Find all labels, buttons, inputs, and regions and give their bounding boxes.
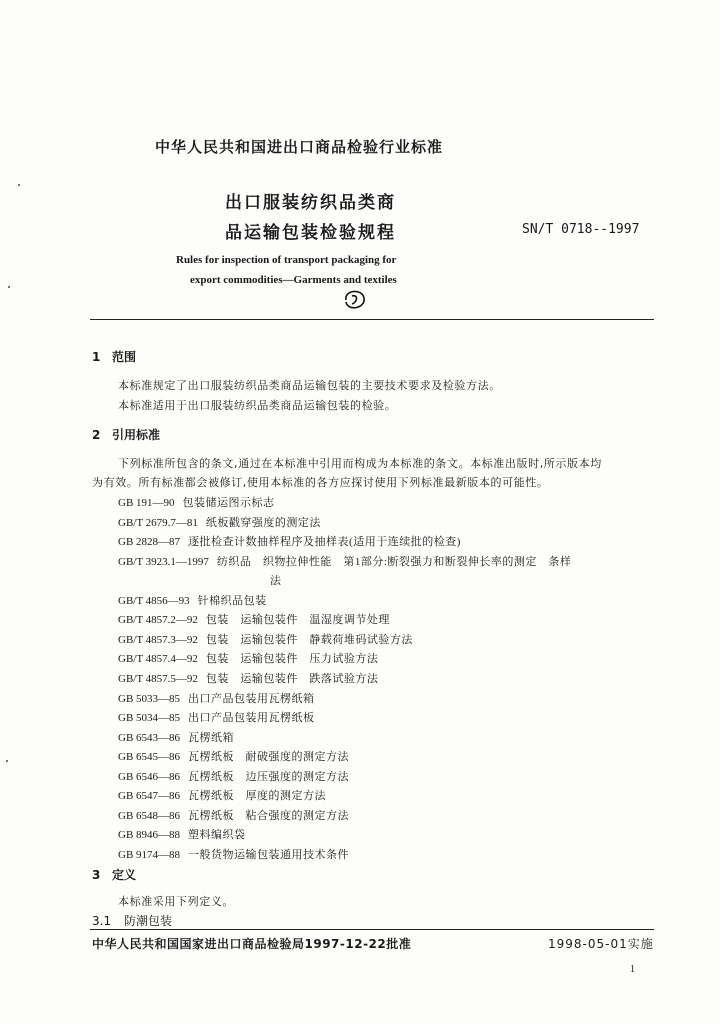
reference-item (118, 592, 267, 608)
reference-code: GB/T 3923.1—1997 (118, 555, 209, 568)
reference-item (118, 670, 378, 686)
reference-title: 法 (270, 575, 282, 588)
reference-item (118, 494, 275, 510)
reference-title: 包装 运输包装件 静载荷堆码试验方法 (205, 633, 413, 646)
reference-title: 包装 运输包装件 跌落试验方法 (205, 672, 379, 685)
reference-title: 出口产品包装用瓦楞纸箱 (188, 692, 315, 705)
reference-code: GB 6543—86 (118, 731, 181, 744)
section-3-paragraph: 本标准采用下列定义。 (118, 895, 234, 908)
reference-item (118, 729, 234, 745)
reference-code: GB 6547—86 (118, 790, 181, 803)
subsection-title: 防潮包装 (124, 914, 173, 928)
reference-title: 纺织品 织物拉伸性能 第1部分:断裂强力和断裂伸长率的测定 条样 (216, 555, 572, 568)
reference-item (118, 553, 571, 569)
footer-rule (90, 929, 654, 930)
reference-item (118, 533, 461, 549)
reference-code: GB 6546—86 (118, 770, 181, 783)
reference-code: GB/T 2679.7—81 (118, 516, 198, 529)
reference-title: 逐批检查计数抽样程序及抽样表(适用于连续批的检查) (188, 536, 461, 549)
english-title-line-1: Rules for inspection of transport packaging for (176, 254, 397, 266)
reference-code: GB 6548—86 (118, 809, 181, 822)
footer-effective-date: 1998-05-01实施 (548, 937, 654, 951)
reference-title: 塑料编织袋 (188, 829, 246, 842)
reference-code: GB 2828—87 (118, 536, 181, 549)
reference-code: GB 8946—88 (118, 829, 181, 842)
subsection-number: 3.1 (92, 914, 112, 928)
reference-title: 瓦楞纸板 厚度的测定方法 (188, 790, 327, 803)
english-title-line-2: export commodities—Garments and textiles (190, 274, 397, 286)
reference-code: GB/T 4856—93 (118, 594, 190, 607)
reference-item (118, 572, 282, 588)
header-rule (90, 319, 654, 320)
scan-speck (18, 184, 20, 186)
scan-speck (6, 760, 8, 762)
handwritten-mark-icon (340, 286, 370, 314)
reference-item (118, 514, 321, 530)
reference-item (118, 631, 413, 647)
section-1-paragraph-1: 本标准规定了出口服装纺织品类商品运输包装的主要技术要求及检验方法。 (118, 379, 501, 392)
reference-item (118, 846, 349, 862)
section-2-paragraph-line-1: 下列标准所包含的条文,通过在本标准中引用而构成为本标准的条文。本标准出版时,所示版本均 (118, 457, 602, 470)
section-number: 3 (92, 868, 101, 882)
reference-code: GB/T 4857.4—92 (118, 653, 198, 666)
reference-item (118, 768, 349, 784)
header-org: 中华人民共和国进出口商品检验行业标准 (155, 138, 444, 156)
subsection-3-1-heading (92, 912, 172, 929)
section-title: 范围 (112, 350, 137, 364)
section-2-heading (92, 426, 160, 443)
reference-item (118, 650, 378, 666)
reference-code: GB 5034—85 (118, 712, 181, 725)
scan-speck (8, 286, 10, 288)
reference-title: 瓦楞纸箱 (188, 731, 235, 744)
footer-issuer: 中华人民共和国国家进出口商品检验局1997-12-22批准 (92, 937, 412, 951)
title-line-2: 品运输包装检验规程 (225, 223, 396, 243)
reference-title: 包装 运输包装件 温湿度调节处理 (205, 614, 390, 627)
section-1-heading (92, 348, 136, 365)
section-number: 1 (92, 350, 101, 364)
reference-code: GB/T 4857.5—92 (118, 672, 198, 685)
standard-number: SN/T 0718--1997 (522, 222, 640, 237)
reference-title: 出口产品包装用瓦楞纸板 (188, 712, 315, 725)
reference-title: 包装储运图示标志 (182, 497, 275, 509)
reference-code: GB 9174—88 (118, 848, 181, 861)
section-title: 引用标准 (112, 428, 161, 442)
reference-item (118, 807, 349, 823)
reference-code: GB 191—90 (118, 497, 175, 509)
reference-item (118, 787, 326, 803)
reference-title: 瓦楞纸板 粘合强度的测定方法 (188, 809, 350, 822)
reference-title: 瓦楞纸板 边压强度的测定方法 (188, 770, 350, 783)
section-title: 定义 (112, 868, 137, 882)
reference-title: 一般货物运输包装通用技术条件 (188, 848, 350, 861)
reference-item (118, 690, 315, 706)
reference-item (118, 826, 246, 842)
reference-title: 纸板戳穿强度的测定法 (205, 516, 321, 529)
reference-title: 瓦楞纸板 耐破强度的测定方法 (188, 751, 350, 764)
section-1-paragraph-2: 本标准适用于出口服装纺织品类商品运输包装的检验。 (118, 399, 397, 412)
title-line-1: 出口服装纺织品类商 (225, 193, 396, 213)
section-3-heading (92, 866, 136, 883)
reference-title: 包装 运输包装件 压力试验方法 (205, 653, 379, 666)
reference-code: GB/T 4857.3—92 (118, 633, 198, 646)
section-number: 2 (92, 428, 101, 442)
reference-item (118, 748, 349, 764)
section-2-paragraph-line-2: 为有效。所有标准都会被修订,使用本标准的各方应探讨使用下列标准最新版本的可能性。 (92, 476, 549, 489)
page-number: 1 (630, 964, 635, 975)
reference-code: GB 5033—85 (118, 692, 181, 705)
reference-item (118, 611, 390, 627)
reference-code: GB 6545—86 (118, 751, 181, 764)
reference-code: GB/T 4857.2—92 (118, 614, 198, 627)
reference-item (118, 709, 315, 725)
reference-title: 针棉织品包装 (197, 594, 267, 607)
